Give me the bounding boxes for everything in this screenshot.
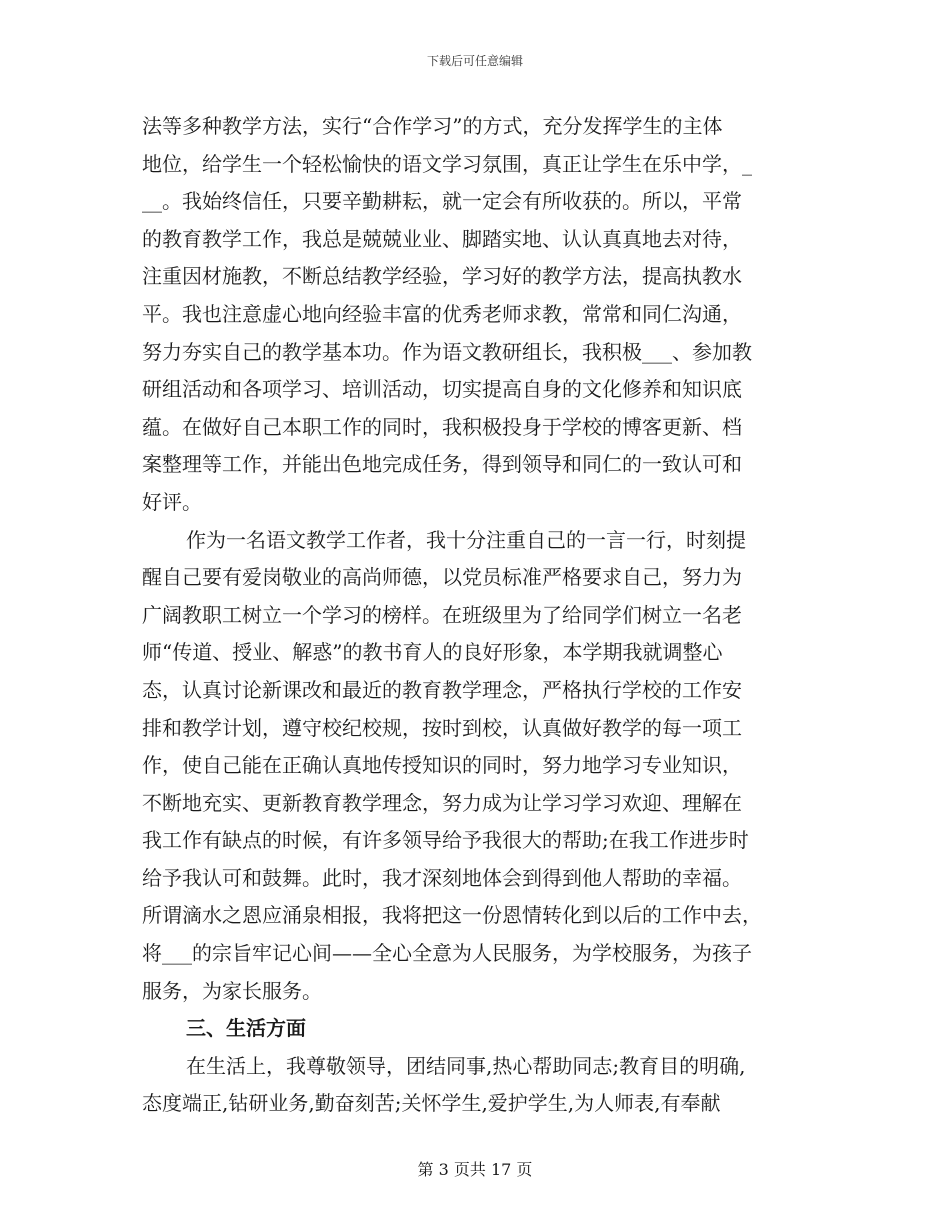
document-body bbox=[142, 108, 812, 1123]
text-line: 师“传道、授业、解惑”的教书育人的良好形象，本学期我就调整心 bbox=[142, 640, 723, 665]
text-line: 服务，为家长服务。 bbox=[142, 978, 322, 1003]
text-line: 在生活上，我尊敬领导，团结同事,热心帮助同志;教育目的明确, bbox=[186, 1053, 746, 1078]
text-line: 排和教学计划，遵守校纪校规，按时到校，认真做好教学的每一项工 bbox=[142, 715, 742, 740]
text-line: 蕴。在做好自己本职工作的同时，我积极投身于学校的博客更新、档 bbox=[142, 414, 742, 439]
text-line: 法等多种教学方法，实行“合作学习”的方式，充分发挥学生的主体 bbox=[142, 114, 723, 138]
text-line: 地位，给学生一个轻松愉快的语文学习氛围，真正让学生在乐中学，_ bbox=[142, 151, 752, 176]
section-heading: 三、生活方面 bbox=[186, 1016, 306, 1041]
text-line: 好评。 bbox=[142, 489, 202, 514]
text-line: 醒自己要有爱岗敬业的高尚师德，以党员标准严格要求自己，努力为 bbox=[142, 565, 742, 590]
text-line: 的教育教学工作，我总是兢兢业业、脚踏实地、认认真真地去对待， bbox=[142, 226, 742, 251]
text-line: 所谓滴水之恩应涌泉相报，我将把这一份恩情转化到以后的工作中去， bbox=[142, 903, 762, 928]
text-line: 不断地充实、更新教育教学理念，努力成为让学习学习欢迎、理解在 bbox=[142, 790, 742, 815]
text-line: 广阔教职工树立一个学习的榜样。在班级里为了给同学们树立一名老 bbox=[142, 602, 742, 627]
text-line: 给予我认可和鼓舞。此时，我才深刻地体会到得到他人帮助的幸福。 bbox=[142, 865, 742, 890]
text-line: 将___的宗旨牢记心间——全心全意为人民服务，为学校服务，为孩子 bbox=[142, 941, 752, 966]
text-line: 努力夯实自己的教学基本功。作为语文教研组长，我积极___、参加教 bbox=[142, 339, 752, 364]
text-line: __。我始终信任，只要辛勤耕耘，就一定会有所收获的。所以，平常 bbox=[142, 189, 742, 214]
text-line: 平。我也注意虚心地向经验丰富的优秀老师求教，常常和同仁沟通， bbox=[142, 301, 742, 326]
text-line: 案整理等工作，并能出色地完成任务，得到领导和同仁的一致认可和 bbox=[142, 452, 742, 477]
page-header: 下载后可任意编辑 bbox=[426, 54, 523, 68]
text-line: 注重因材施教，不断总结教学经验，学习好的教学方法，提高执教水 bbox=[142, 264, 742, 289]
text-line: 作，使自己能在正确认真地传授知识的同时，努力地学习专业知识， bbox=[142, 753, 742, 778]
text-line: 作为一名语文教学工作者，我十分注重自己的一言一行，时刻提 bbox=[186, 527, 746, 552]
text-line: 我工作有缺点的时候，有许多领导给予我很大的帮助;在我工作进步时 bbox=[142, 828, 749, 853]
text-line: 研组活动和各项学习、培训活动，切实提高自身的文化修养和知识底 bbox=[142, 377, 742, 402]
text-line: 态，认真讨论新课改和最近的教育教学理念，严格执行学校的工作安 bbox=[142, 677, 742, 702]
text-line: 态度端正,钻研业务,勤奋刻苦;关怀学生,爱护学生,为人师表,有奉献 bbox=[142, 1091, 721, 1116]
page-footer: 第 3 页共 17 页 bbox=[417, 1160, 533, 1179]
